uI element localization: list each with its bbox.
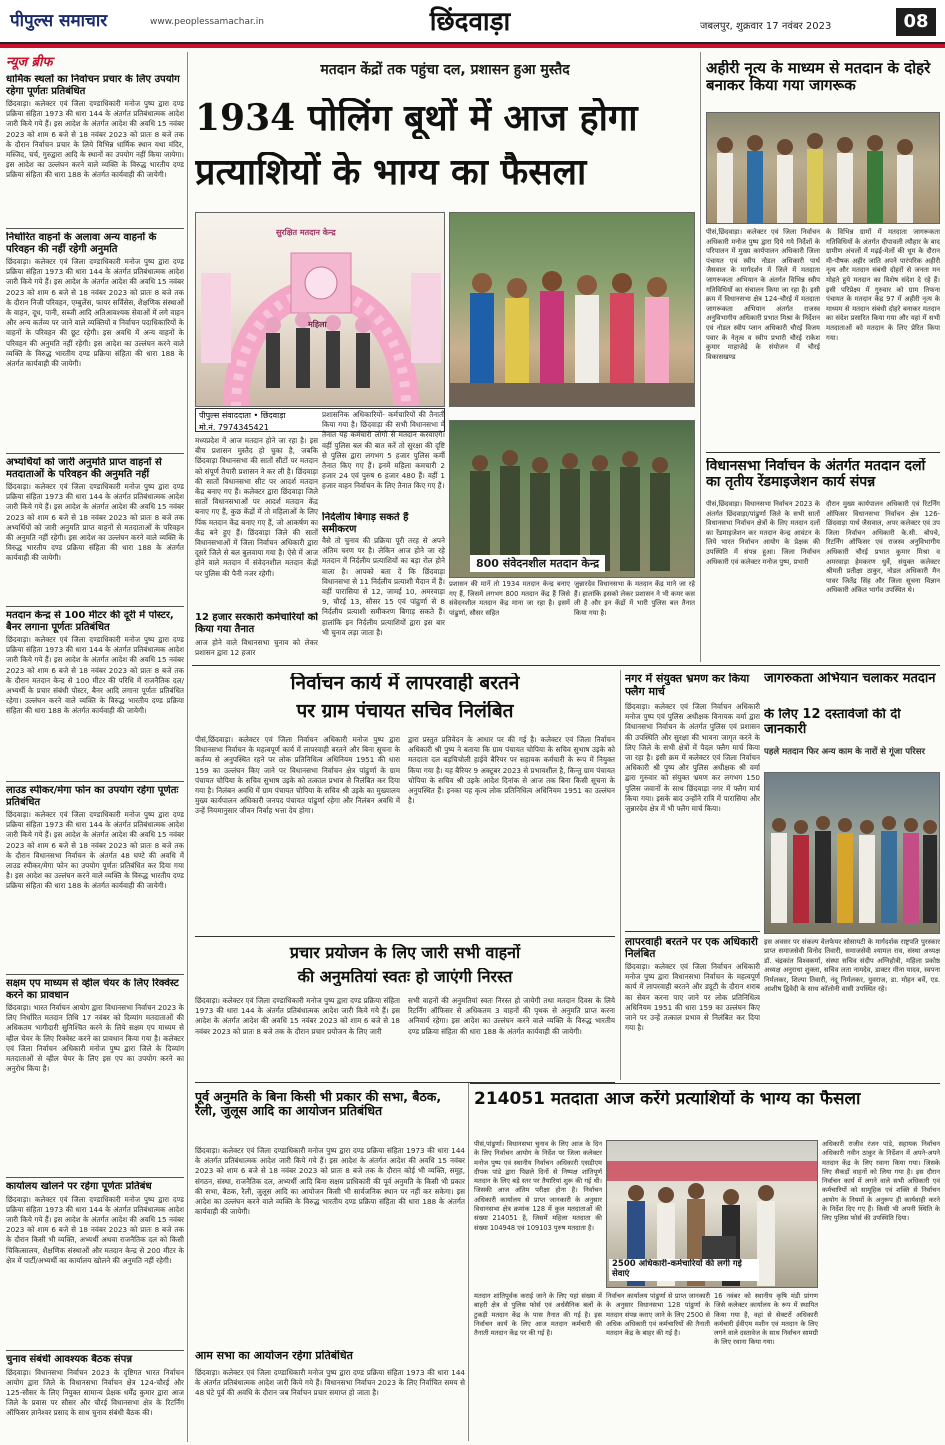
- dancers-illustration: [707, 113, 940, 224]
- section-rule: [470, 1083, 940, 1084]
- brief-item: [6, 610, 184, 782]
- website-url[interactable]: www.peoplessamachar.in: [150, 17, 264, 27]
- lead-subhead-2: निर्दलीय बिगाड़ सकते हैं समीकरण: [322, 512, 409, 535]
- dateline: जबलपुर, शुक्रवार 17 नवंबर 2023: [700, 21, 832, 32]
- newspaper-logo[interactable]: पीपुल्स समाचार: [10, 11, 108, 31]
- brief-item: [6, 457, 184, 607]
- lead-photo3-text-b: जुन्नारदेव विधानसभा के मतदान केंद्र माने जा रहे हैं। हालांकि इसको लेकर प्रशासन ने भी कमर कस ली है और इन केंद्रों में भारी पुलिस बल तैनात किया गया है।: [574, 580, 695, 617]
- voters-text-d: 16 नवंबर को स्थानीय कृषि मंडी प्रांगण जिसे कलेक्टर कार्यालय के रूप में स्थापित किया गया है, वहां से सेक्टरों अधिकारी कर्मचारी ईवीएम मशीन एवं मतदान के लिए लगने वाले दस्तावेज के साथ निर्वाचन सामग्री के लिए रवाना किया गया।: [714, 1292, 818, 1347]
- section-rule: [195, 936, 615, 937]
- masthead: [0, 0, 945, 44]
- lead-headline-line1: 1934 पोलिंग बूथों में आज होगा: [195, 98, 638, 139]
- panchayat-headline-line2: पर ग्राम पंचायत सचिव निलंबित: [296, 701, 514, 722]
- awareness-pledge-photo: [764, 772, 940, 934]
- brief-item: [6, 978, 184, 1178]
- awareness-display-line2: के लिए 12 दस्तावेजों की दी जानकारी: [764, 708, 901, 737]
- masthead-rule: [0, 44, 945, 48]
- randomization-headline: विधानसभा निर्वाचन के अंतर्गत मतदान दलों का तृतीय रेंडमाइजेशन कार्य संपन्न: [706, 458, 926, 491]
- voters-text-a: पीसं,पांढुर्णा। विधानसभा चुनाव के लिए आज के दिन के लिए निर्वाचन आयोग के निर्देश पर जिला कलेक्टर मनोज पुष्प एवं स्थानीय निर्वाचन अधिकारी एसडीएम दीपक पांडे द्वारा पिछले दिनों से निष्पक्ष शांतिपूर्ण मतदान के लिए बड़े स्तर पर तैयारियां शुरू की गई थी। जिसकी आज अंतिम परीक्षा होना है। निर्वाचन अधिकारी कार्यालय से प्राप्त जानकारी के अनुसार विधानसभा क्षेत्र क्रमांक 128 में कुल मतदाताओं की संख्या 214051 है, जिसमें महिला मतदाता की संख्या 104948 एवं 109103 पुरुष मतदाता है।: [474, 1140, 602, 1232]
- voters-text-e: अधिकारी राजीव रंजन पांडे, सहायक निर्वाचन अधिकारी नवीन ठाकुर के निर्देशन में अपने-अपने मतदान केंद्र के लिए रवाना किया गया। जिसके लिए सैकड़ों वाहनों को लिया गया है। इस दौरान निर्वाचन कार्य में लगने वाले सभी अधिकारी एवं कर्मचारियों को सामूहिक एवं शक्ति से निर्वाचन आयोग के नियमों के अनुरूप ही कार्यवाही करने के निर्देश दिए गए हैं। किसी भी अपनी स्थिति के लिए पुलिस फोर्स की उपस्थिति दिया।: [822, 1140, 940, 1223]
- vehicle-permission-text-a: छिंदवाड़ा। कलेक्टर एवं जिला दण्डाधिकारी मनोज पुष्प द्वारा दण्ड प्रक्रिया संहिता 1973 की धारा 144 के अंतर्गत प्रतिबंधात्मक आदेश जारी किये गये हैं। इस आदेश के अंतर्गत आदेश की अवधि 15 नवंबर 2023 को शाम 6 बजे से 18 नवंबर 2023 को प्रातः 8 बजे तक के दौरान प्रचार प्रयोजन के लिए जारी: [195, 996, 400, 1036]
- lead-photo3-text-a: प्रशासन की मानें तो 1934 मतदान केन्द्र बनाए गए हैं, जिसमें लगभग 800 मतदान केंद्र हैं जिसे संवेदनशील मतदान केंद्र माना जा रहा है। इसमें पांढुर्णा, सौसर सहित: [449, 580, 570, 617]
- brief-text: छिंदवाड़ा। कलेक्टर एवं जिला दण्डाधिकारी मनोज पुष्प द्वारा दण्ड प्रक्रिया संहिता 1973 की धारा 144 के अंतर्गत प्रतिबंधात्मक आदेश जारी किये गये हैं। इस आदेश के अंतर्गत आदेश की अवधि 15 नवंबर 2023 को शाम 6 बजे से 18 नवंबर 2023 को प्रातः 8 बजे तक के दौरान निजी परिवहन, एम्बुलेंस, फायर सर्विसेस, शैक्षणिक संस्थाओं के वाहन, दूध, पानी, सब्जी आदि अतिआवश्यक सेवाओं में लगे वाहन और अन्य कर्तव्य पर जाने वाले व्यक्तियों व निर्वाचन पदाधिकारियों के वाहनों के परिवहन की छूट रहेगी। इस अवधि में अन्य वाहनों के परिवहन की अनुमति नहीं रहेगी। इस आदेश का उल्लंघन करने वाले व्यक्ति के विरुद्ध भारतीय दण्ड प्रक्रिया संहिता की धारा 188 के अंतर्गत कार्यवाही की जायेगी।: [6, 257, 184, 369]
- voters-text-b: मतदान शांतिपूर्वक कराई जाने के लिए यहां संख्या में बाहरी क्षेत्र से पुलिस फोर्स एवं अर्धसैनिक बलों के टुकड़ी मतदान केंद्र के पास तैनात की गई है। इस निर्वाचन कार्य के लिए आज मतदान कर्मचारी की तैनाती मतदान केंद्र पर की गई है।: [474, 1292, 602, 1338]
- balloon-arch-illustration: [196, 213, 445, 407]
- evm-dispatch-photo: [606, 1140, 818, 1288]
- rally-ban-headline: पूर्व अनुमति के बिना किसी भी प्रकार की सभा, बैठक, रैली, जुलूस आदि का आयोजन प्रतिबंधित: [195, 1090, 442, 1119]
- voters-headline: 214051 मतदाता आज करेंगे प्रत्याशियों के भाग्य का फैसला: [474, 1090, 861, 1109]
- news-brief-tag: न्यूज ब्रीफ: [6, 55, 53, 70]
- photo-tag-text: महिला: [308, 320, 327, 329]
- sensitive-booth-caption: 800 संवेदनशील मतदान केन्द्र: [470, 555, 605, 572]
- brief-item: [6, 1181, 184, 1351]
- panchayat-text-b: द्वारा प्रस्तुत प्रतिवेदन के आधार पर की गई है। कलेक्टर एवं जिला निर्वाचन अधिकारी श्री पुष्प ने बताया कि ग्राम पंचायत चोपिया के सचिव सुभाष उइके को मतदाता दल बड़चिचोली हाईवे बैरियर पर सहायक कर्मचारी के रूप में नियुक्त किया गया है। यह बैरियर 9 अक्टूबर 2023 से प्रभावशील है, किन्तु ग्राम पंचायत चोपिया के सचिव श्री उइके आदेश दिनांक से आज तक बिना किसी सूचना के अनुपस्थित हैं। इनका यह कृत्य लोक प्रतिनिधित्व अधिनियम 1951 का उल्लंघन है।: [408, 735, 615, 806]
- rally-ban-text: छिंदवाड़ा। कलेक्टर एवं जिला दण्डाधिकारी मनोज पुष्प द्वारा दण्ड प्रक्रिया संहिता 1973 की धारा 144 के अंतर्गत प्रतिबंधात्मक आदेश जारी किये गये हैं। इस आदेश के अंतर्गत आदेश की अवधि 15 नवंबर 2023 को शाम 6 बजे से 18 नवंबर 2023 को प्रातः 8 बजे तक के दौरान कोई भी व्यक्ति, समूह, संगठन, संस्था, राजनैतिक दल, अभ्यर्थी आदि बिना सक्षम प्राधिकारी की पूर्व अनुमति के किसी भी प्रकार की सभा, बैठक, रैली, जुलूस आदि का आयोजन किसी भी सार्वजनिक स्थान पर नहीं कर सकेगा। इस आदेश का उल्लंघन करने वाले व्यक्ति के विरुद्ध भारतीय दण्ड प्रक्रिया संहिता की धारा 188 के अंतर्गत कार्यवाही की जायेगी।: [195, 1146, 465, 1217]
- ahiri-dance-photo: [706, 112, 940, 224]
- lead-col1-text: मध्यप्रदेश में आज मतदान होने जा रहा है। इस बीच प्रशासन मुस्तैद हो चुका है, जबकि छिंदवाड़ा विधानसभा की सातों सीटों पर मतदान को संपूर्ण तैयारी प्रशासन ने कर ली है। छिंदवाड़ा की सातों विधानसभा सीट पर आदर्श मतदान केंद्र बनाए गए हैं। कलेक्टर द्वारा छिंदवाड़ा जिले सातों विधानसभाओं पर आदर्श मतदान केंद्र बनाए गए हैं, कुछ केंद्रों में तो महिलाओं के लिए पिंक मतदान केंद्र बनाए गए हैं, जो आकर्षण का केंद्र बने हुए हैं। छिंदवाड़ा जिले की सातों विधानसभाओं में जिला निर्वाचन अधिकारी द्वारा दूसरे जिले से बल बुलवाया गया है। ऐसे में आज होने वाले मतदान में संवेदनशील मतदान केंद्रों पर पुलिस की पैनी नजर रहेगी।: [195, 436, 318, 578]
- awareness-story: [765, 670, 945, 671]
- lead-col2b-text: वैसे तो चुनाव की प्रक्रिया पूरी तरह से अपने अंतिम चरण पर है। लेकिन आज होने जा रहे मतदान में निर्दलीय प्रत्याशियों का बड़ा रोल होने वाला है। आपको बता दें कि छिंदवाड़ा विधानसभा से 11 निर्दलीय प्रत्याशी मैदान में हैं। वहीं पारासिया से 12, जामई 10, अमरवाड़ा 9, चौरई 13, सौसर 15 एवं पांढुर्णा से 8 निर्दलीय प्रत्याशी समीकरण बिगाड़ सकते हैं। हालांकि इन निर्दलीय प्रत्याशियों द्वारा इस बार भी चुनाव लड़ा जाता है।: [322, 536, 445, 637]
- brief-text: छिंदवाड़ा। कलेक्टर एवं जिला दण्डाधिकारी मनोज पुष्प द्वारा दण्ड प्रक्रिया संहिता 1973 की धारा 144 के अंतर्गत प्रतिबंधात्मक आदेश जारी किये गये हैं। इस आदेश के अंतर्गत आदेश की अवधि 15 नवंबर 2023 को शाम 6 बजे से 18 नवंबर 2023 को प्रातः 8 बजे तक के दौरान किसी भी व्यक्ति, अभ्यर्थी अथवा राजनैतिक दल को किसी चिकित्सालय, शैक्षणिक संस्थाओं और मतदान केन्द्र से 200 मीटर के क्षेत्र में पार्टी/अभ्यर्थी का कार्यालय खोलने की अनुमति नहीं रहेगी।: [6, 1194, 184, 1265]
- women-polling-staff-photo: [449, 212, 695, 407]
- brief-title: निर्धारित वाहनों के अलावा अन्य वाहनों के परिवहन की नहीं रहेगी अनुमति: [6, 232, 157, 255]
- brief-title: अभ्यर्थियों को जारी अनुमति प्राप्त वाहनों से मतदाताओं के परिवहन की अनुमति नहीं: [6, 457, 162, 480]
- vehicle-permission-headline-line2: की अनुमतियां स्वतः हो जाएंगी निरस्त: [297, 968, 513, 986]
- column-divider: [468, 1083, 469, 1441]
- column-divider: [187, 52, 188, 1442]
- brief-text: छिंदवाड़ा। कलेक्टर एवं जिला दण्डाधिकारी मनोज पुष्प द्वारा दण्ड प्रक्रिया संहिता 1973 की धारा 144 के अंतर्गत प्रतिबंधात्मक आदेश जारी किये गये हैं। इस आदेश के अंतर्गत आदेश की अवधि 15 नवंबर 2023 को शाम 6 बजे से 18 नवंबर 2023 को प्रातः 8 बजे तक अभ्यर्थियों को जारी अनुमति प्राप्त वाहनों से मतदाताओं के परिवहन की अनुमति नहीं रहेगी। इस आदेश का उल्लंघन करने वाले व्यक्ति के विरुद्ध भारतीय दण्ड प्रक्रिया संहिता की धारा 188 के अंतर्गत कार्यवाही की जायेगी।: [6, 482, 184, 563]
- brief-text: छिंदवाड़ा। भारत निर्वाचन आयोग द्वारा विधानसभा निर्वाचन 2023 के लिए निर्धारित मतदान तिथि 17 नवंबर को दिव्यांग मतदाताओं की अधिकतम भागीदारी सुनिश्चित करने के लिये सक्षम एप माध्यम से व्हील चेयर के लिए रिक्वेस्ट करने का प्रावधान किया गया है। कलेक्टर एवं जिला निर्वाचन अधिकारी मनोज पुष्प द्वारा जिले के दिव्यांग मतदाताओं से व्हील चेयर के लिए इस एप का उपयोग करने का अनुरोध किया है।: [6, 1003, 184, 1074]
- pledge-crowd-illustration: [765, 773, 940, 934]
- reporter-mobile: मो.नं. 7974345421: [196, 422, 444, 432]
- panchayat-text-a: पीसं,छिंदवाड़ा। कलेक्टर एवं जिला निर्वाचन अधिकारी मनोज पुष्प द्वारा विधानसभा निर्वाचन के महत्वपूर्ण कार्य में लापरवाही बरतने और बिना सूचना के कर्तव्य से अनुपस्थित रहने पर लोक प्रतिनिधित्व अधिनियम 1951 की धारा 159 का उल्लंघन किए जाने पर विधानसभा निर्वाचन क्षेत्र पांढुर्णा के ग्राम पंचायत चोपिया के सचिव सुभाष उइके को तत्काल प्रभाव से निलंबित कर दिया गया है। निलंबन अवधि में ग्राम पंचायत चोपिया के सचिव श्री उइके का मुख्यालय मुख्य कार्यपालन अधिकारी जनपद पंचायत पांढुर्णा रहेगा और निलंबन अवधि में उन्हें नियमानुसार जीवन निर्वाह भत्ता देय होगा।: [195, 735, 400, 816]
- randomization-text-a: पीसं,छिंदवाड़ा। विधानसभा निर्वाचन 2023 के अंतर्गत छिंदवाड़ा/पांढुर्णा जिले के सभी सातों विधानसभा निर्वाचन क्षेत्रों के लिए मतदान दलों का रेंडमाइजेशन कर मतदान केन्द्र आवंटन के लिये भारत निर्वाचन आयोग के प्रेक्षक की उपस्थिति में संपन्न हुआ। जिला निर्वाचन अधिकारी एवं कलेक्टर मनोज पुष्प, प्रभारी: [706, 500, 820, 566]
- awareness-deck: पहले मतदान फिर अन्य काम के नारों से गूंजा परिसर: [764, 747, 925, 757]
- photo-banner-text: सुरक्षित मतदान केन्द्र: [276, 228, 336, 237]
- brief-item: [6, 1354, 184, 1442]
- brief-text: छिंदवाड़ा। कलेक्टर एवं जिला दण्डाधिकारी मनोज पुष्प द्वारा दण्ड प्रक्रिया संहिता 1973 की धारा 144 के अंतर्गत प्रतिबंधात्मक आदेश जारी किये गये हैं। इस आदेश के अंतर्गत आदेश की अवधि 15 नवंबर 2023 को शाम 6 बजे से 18 नवंबर 2023 को प्रातः 8 बजे तक के दौरान विधानसभा निर्वाचन के अंतर्गत 48 घण्टे की अवधि में लाउड स्पीकर/मेगा फोन का उपयोग पूर्णतः प्रतिबंधित कर दिया गया है। इस आदेश का उल्लंघन करने वाले व्यक्ति के विरुद्ध भारतीय दण्ड प्रक्रिया संहिता की धारा 188 के अंतर्गत कार्यवाही की जायेगी।: [6, 810, 184, 891]
- lead-headline-line2: प्रत्याशियों के भाग्य का फैसला: [195, 152, 587, 193]
- negligence-subhead: लापरवाही बरतने पर एक अधिकारी निलंबित: [625, 936, 758, 961]
- news-brief-column: [6, 52, 184, 1442]
- randomization-text-b: दौरान मुख्य कार्यपालन अधिकारी एवं रिटर्निंग ऑफिसर विधानसभा निर्वाचन क्षेत्र 126-छिंदवाड़ा पार्थ जैसवाल, अपर कलेक्टर एवं उप जिला निर्वाचन अधिकारी के.सी. बोपचे, रिटर्निंग ऑफिसर एवं राजस्व अनुविभागीय अधिकारी चौरई प्रभात कुमार मिश्रा व अमरवाड़ा हेमकरण धुर्वे, संयुक्त कलेक्टर श्रीमती प्रतीक्षा ठाकुर, नोडल अधिकारी मैन पावर जितेंद्र सिंह और जिला सूचना विज्ञान अधिकारी अंकित भार्गव उपस्थित थे।: [826, 500, 940, 595]
- lead-col2-text: प्रशासनिक अधिकारियों- कर्मचारियों की तैनाती किया गया है। छिंदवाड़ा की सभी विधानसभा में तैनात यह कर्मचारी लोगों से मतदान करवाएंगे। वहीं पुलिस बल की बात करें तो सुरक्षा की दृष्टि से पुलिस द्वारा लगभग 5 हजार पुलिस कर्मी तैनात किए गए हैं। इनमें महिला कमचारी 2 हजार 24 एवं पुरुष 6 हजार 480 हैं। वहीं 1 हजार वाहन निर्वाचन के लिए तैनात किए गए हैं।: [322, 410, 445, 491]
- pink-polling-booth-photo: [195, 212, 445, 407]
- voters-text-c: निर्वाचन कार्यालय पांढुर्णा से प्राप्त जानकारी के अनुसार विधानसभा 128 पांढुर्णा के मतदान संपन्न कराए जाने के लिए 2500 से अधिक अधिकारी एवं कर्मचारियों की तैनाती मतदान केंद्र के बाहर की गई है।: [606, 1292, 710, 1338]
- section-rule: [625, 931, 760, 932]
- vehicle-permission-headline-line1: प्रचार प्रयोजन के लिए जारी सभी वाहनों: [289, 944, 521, 962]
- column-divider: [700, 52, 701, 662]
- awareness-headline-panel: [624, 670, 625, 671]
- section-rule: [706, 452, 940, 453]
- lead-col1b-text: आज होने वाले विधानसभा चुनाव को लेकर प्रशासन द्वारा 12 हजार: [195, 638, 318, 660]
- ahiri-dance-text-a: पीसं,छिंदवाड़ा। कलेक्टर एवं जिला निर्वाचन अधिकारी मनोज पुष्प द्वारा दिये गये निर्देशों के परिपालन में मुख्य कार्यपालन अधिकारी जिला पंचायत एवं स्वीप नोडल अधिकारी पार्थ जैसवाल के मार्गदर्शन में जिले में मतदाता जागरूकता अभियान के अंतर्गत विभिन्न स्वीप गतिविधियों का संचालन किया जा रहा है। इसी क्रम में विधानसभा क्षेत्र 124-चौरई में मतदाता जागरूकता अभियान अंतर्गत राजस्व अनुविभागीय अधिकारी प्रभात मिश्रा के निर्देशन एवं नोडल स्वीप प्लान अधिकारी चौरई विजय पवार के नेतृत्व व स्वीप प्रभारी चौरई राकेश कुमार माहाजेद्रे के संयोजन में चौरई विकासखण्ड: [706, 228, 820, 361]
- ahiri-dance-text-b: के विभिन्न ग्रामों में मतदाता जागरूकता गतिविधियों के अंतर्गत दीपावली त्यौहार के बाद ग्रामीण अंचलों में मढ़ई-मेलों की धूम के दौरान मी-पौषक अहीर जाति अपने पारंपरिक अहीरी नृत्य और मतदान संबंधी दोहरों से जनता मन मोहते हुये मतदान का विशेष संदेश दे रहे हैं। इसी परिप्रेक्ष्य में गुरुवार को ग्राम तिफना पंचायत के मतदान केंद्र 97 में अहीरी नृत्य के माध्यम से मतदान संबंधी दोहरे बनाकर मतदान का संदेश प्रसारित किया गया और यहां में सभी मतदाताओं को मतदान के लिए प्रेरित किया गया।: [826, 228, 940, 342]
- brief-title: धार्मिक स्थलों का निर्वाचन प्रचार के लिए उपयोग रहेगा पूर्णतः प्रतिबंधित: [6, 74, 180, 97]
- brief-title: चुनाव संबंधी आवश्यक बैठक संपन्न: [6, 1354, 133, 1365]
- brief-text: छिंदवाड़ा। कलेक्टर एवं जिला दण्डाधिकारी मनोज पुष्प द्वारा दण्ड प्रक्रिया संहिता 1973 की धारा 144 के अंतर्गत प्रतिबंधात्मक आदेश जारी किये गये हैं। इस आदेश के अंतर्गत आदेश की अवधि 15 नवंबर 2023 को शाम 6 बजे से 18 नवंबर 2023 को प्रातः 8 बजे तक के दौरान मतदान केन्द्र से 100 मीटर की परिधि में राजनैतिक दल/अभ्यर्थी के प्रचार संबंधी पोस्टर, बैनर आदि लगाना पूर्णतः प्रतिबंधित रहेगा। उल्लंघन करने वाले व्यक्ति के विरुद्ध भारतीय दण्ड प्रक्रिया संहिता की धारा 188 के अंतर्गत कार्यवाही की जायेगी।: [6, 635, 184, 716]
- column-divider: [620, 670, 621, 1080]
- ahiri-dance-headline: अहीरी नृत्य के माध्यम से मतदान के दोहरे बनाकर किया गया जागरूक: [706, 60, 931, 95]
- public-meeting-text: छिंदवाड़ा। कलेक्टर एवं जिला दण्डाधिकारी मनोज पुष्प द्वारा दण्ड प्रक्रिया संहिता 1973 की धारा 144 के अंतर्गत प्रतिबंधात्मक आदेश जारी किये गये हैं। विधानसभा निर्वाचन 2023 के लिए निर्वाचित समय से 48 घंटे पूर्व की अवधि के दौरान जब निर्वाचन प्रचार समाप्त हो जाता है।: [195, 1368, 465, 1398]
- awareness-display-line1: जागरुकता अभियान चलाकर मतदान: [764, 672, 936, 686]
- flag-march-text: छिंदवाड़ा। कलेक्टर एवं जिला निर्वाचन अधिकारी मनोज पुष्प एवं पुलिस अधीक्षक विनायक वर्मा द्वारा विधानसभा निर्वाचन के अंतर्गत पुलिस एवं प्रशासन की उपस्थिति और सुरक्षा की भावना जागृत करने के लिए जिले के सभी क्षेत्रों में पैदल फ्लैग मार्च किया जा रहा है। इसी क्रम में कलेक्टर एवं जिला निर्वाचन अधिकारी श्री पुष्प और पुलिस अधीक्षक श्री वर्मा द्वारा गुरुवार को संयुक्त भ्रमण कर लगभग 150 पुलिस जवानों के साथ छिंदवाड़ा नगर में फ्लैग मार्च किया गया। इसके बाद उन्होंने रात्रि में पारासिया और जुन्नारदेव क्षेत्र में भी फ्लैग मार्च किया।: [625, 702, 760, 814]
- brief-item: [6, 232, 184, 454]
- page-number: 08: [896, 8, 936, 36]
- section-rule: [192, 665, 940, 666]
- lead-subhead-1: 12 हजार सरकारी कर्मचारियों को किया गया तैनात: [195, 612, 318, 635]
- brief-item: [6, 74, 184, 229]
- group-illustration: [450, 213, 695, 407]
- brief-title: लाउड स्पीकर/मेगा फोन का उपयोग रहेगा पूर्णतः प्रतिबंधित: [6, 785, 179, 808]
- photo-credit-text: पीपुल्स संवाददाता • छिंदवाड़ा: [196, 409, 444, 422]
- flag-march-headline: नगर में संयुक्त भ्रमण कर किया फ्लैग मार्च: [625, 673, 750, 698]
- security-forces-photo: [449, 420, 695, 578]
- brief-title: मतदान केन्द्र से 100 मीटर की दूरी में पोस्टर, बैनर लगाना पूर्णतः प्रतिबंधित: [6, 610, 174, 633]
- vehicle-permission-text-b: सभी वाहनों की अनुमतियां स्वतः निरस्त हो जायेगी तथा मतदान दिवस के लिये रिटर्निंग ऑफिसर से अधिकतम 3 वाहनों की पृथक से अनुमति प्राप्त करना अनिवार्य रहेगा। इस आदेश का उल्लंघन करने वाले व्यक्ति के विरुद्ध भारतीय दण्ड प्रक्रिया संहिता की धारा 188 के अंतर्गत कार्यवाही की जायेगी।: [408, 996, 615, 1036]
- panchayat-headline-line1: निर्वाचन कार्य में लापरवाही बरतने: [290, 673, 520, 694]
- brief-item: [6, 785, 184, 975]
- staff-deployment-caption: 2500 अधिकारी-कर्मचारियों की लगी गई सेवाएं: [609, 1259, 759, 1281]
- public-meeting-subhead: आम सभा का आयोजन रहेगा प्रतिबंधित: [195, 1350, 465, 1363]
- brief-title: सक्षम एप माध्यम से व्हील चेयर के लिए रिक्वेस्ट करने का प्रावधान: [6, 978, 179, 1001]
- brief-title: कार्यालय खोलने पर रहेगा पूर्णतः प्रतिबंध: [6, 1181, 152, 1192]
- lead-column-1: [195, 436, 318, 636]
- lead-kicker: मतदान केंद्रों तक पहुंचा दल, प्रशासन हुआ मुस्तैद: [320, 62, 570, 78]
- brief-text: छिंदवाड़ा। विधानसभा निर्वाचन 2023 के दृष्टिगत भारत निर्वाचन आयोग द्वारा जिले के विधानसभा निर्वाचन क्षेत्र 124-चौरई और 125-सौसर के लिए नियुक्त सामान्य प्रेक्षक धर्मेंद्र कुमार द्वारा आज जिले के प्रवास पर सौसर और चौरई विधानसभा क्षेत्र के रिटर्निंग ऑफिसर ज्ञानेश्वर प्रसाद के साथ चुनाव संबंधी बैठक की।: [6, 1367, 184, 1418]
- brief-text: छिंदवाड़ा। कलेक्टर एवं जिला दण्डाधिकारी मनोज पुष्प द्वारा दण्ड प्रक्रिया संहिता 1973 की धारा 144 के अंतर्गत प्रतिबंधात्मक आदेश जारी किये गये हैं। इस आदेश के अंतर्गत आदेश की अवधि 15 नवंबर 2023 को शाम 6 बजे से 18 नवंबर 2023 को प्रातः 8 बजे तक के दौरान निर्वाचन प्रचार के लिये विभिन्न धार्मिक स्थान यथा मंदिर, मस्जिद, चर्च, गुरुद्वारा आदि के स्थानों का उपयोग नहीं किया जायेगा। इस आदेश का उल्लंघन करने वाले व्यक्ति के विरुद्ध भारतीय दण्ड प्रक्रिया संहिता की धारा 188 के अंतर्गत कार्यवाही की जायेगी।: [6, 99, 184, 180]
- edition-city: छिंदवाड़ा: [429, 7, 511, 37]
- negligence-text: छिंदवाड़ा। कलेक्टर एवं जिला निर्वाचन अधिकारी मनोज पुष्प द्वारा विधानसभा निर्वाचन के महत्वपूर्ण कार्य में लापरवाही बरतने और ड्यूटी के दौरान शराब का सेवन करना पाए जाने पर लोक प्रतिनिधित्व अधिनियम 1951 की धारा 159 का उल्लंघन किए जाने पर उन्हें तत्काल प्रभाव से निलंबित कर दिया गया है।: [625, 962, 760, 1033]
- awareness-text-c: इस अवसर पर संकल्प वेलफेयर सोसायटी के मार्गदर्शक राष्ट्रपति पुरस्कार प्राप्त समाजसेवी विनोद तिवारी, समाजसेवी श्यामल राव, संस्था अध्यक्ष डॉ. चंद्रकांत विश्वकर्मा, संस्था सचिव संदीप अग्निहोत्री, महिला प्रकोष्ठ अध्यक्ष अनुराधा शुक्ला, सचिव लता नामदेव, डाक्टर मीना यादव, स्वपना निर्मलकर, शिल्पा तिवारी, नंदू निर्मलकर, युवराज, डा. मोहन बर्वे, एड. आशीष द्विवेदी के साथ कॉलोनी वासी उपस्थित रहे।: [764, 938, 940, 994]
- lead-column-2: [322, 410, 445, 510]
